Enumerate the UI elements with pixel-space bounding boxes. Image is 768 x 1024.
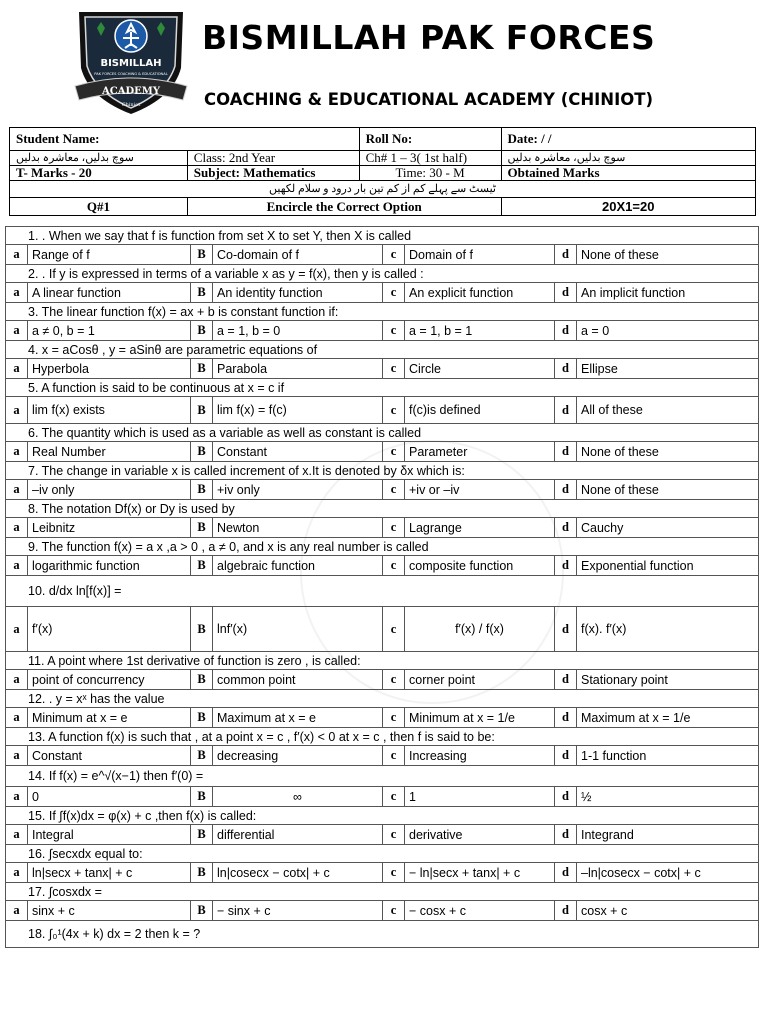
options-row xyxy=(6,863,759,883)
question-text: 5. A function is said to be continuous at x = c if xyxy=(6,379,759,397)
option-letter-a: a xyxy=(6,321,28,341)
option-letter-d: d xyxy=(555,397,577,424)
options-row xyxy=(6,787,759,807)
option-c[interactable]: Minimum at x = 1/e xyxy=(405,708,555,728)
option-letter-b: B xyxy=(191,670,213,690)
option-a[interactable]: Hyperbola xyxy=(28,359,191,379)
option-letter-c: c xyxy=(383,480,405,500)
option-b[interactable]: Newton xyxy=(213,518,383,538)
options-row xyxy=(6,607,759,652)
option-letter-b: B xyxy=(191,787,213,807)
option-letter-b: B xyxy=(191,825,213,845)
option-letter-a: a xyxy=(6,825,28,845)
option-letter-a: a xyxy=(6,245,28,265)
question-marks: 20X1=20 xyxy=(501,198,756,216)
option-letter-d: d xyxy=(555,607,577,652)
option-a[interactable]: Integral xyxy=(28,825,191,845)
roll-no-field[interactable]: Roll No: xyxy=(359,128,501,151)
option-b[interactable]: Constant xyxy=(213,442,383,462)
option-a[interactable]: Minimum at x = e xyxy=(28,708,191,728)
time-label: Time: 30 - M xyxy=(359,166,501,181)
options-row xyxy=(6,321,759,341)
options-row xyxy=(6,901,759,921)
question-row xyxy=(6,227,759,245)
question-row xyxy=(6,462,759,480)
question-row xyxy=(6,728,759,746)
option-letter-a: a xyxy=(6,359,28,379)
date-field[interactable]: Date: / / xyxy=(501,128,756,151)
option-letter-b: B xyxy=(191,245,213,265)
option-c[interactable]: corner point xyxy=(405,670,555,690)
question-text: 13. A function f(x) is such that , at a point x = c , f′(x) < 0 at x = c , then f is said to be: xyxy=(6,728,759,746)
option-b[interactable]: common point xyxy=(213,670,383,690)
option-a[interactable]: lim f(x) exists xyxy=(28,397,191,424)
option-letter-d: d xyxy=(555,787,577,807)
option-letter-a: a xyxy=(6,863,28,883)
question-row xyxy=(6,766,759,787)
question-text: 16. ∫secxdx equal to: xyxy=(6,845,759,863)
option-letter-d: d xyxy=(555,901,577,921)
option-letter-d: d xyxy=(555,321,577,341)
option-a[interactable]: A linear function xyxy=(28,283,191,303)
option-a[interactable]: Real Number xyxy=(28,442,191,462)
option-b[interactable]: differential xyxy=(213,825,383,845)
option-c[interactable]: derivative xyxy=(405,825,555,845)
question-text: 10. d/dx ln[f(x)] = xyxy=(6,576,759,607)
option-letter-b: B xyxy=(191,901,213,921)
options-row xyxy=(6,480,759,500)
options-row xyxy=(6,670,759,690)
option-letter-b: B xyxy=(191,359,213,379)
class-label: Class: 2nd Year xyxy=(187,151,359,166)
option-b[interactable]: Maximum at x = e xyxy=(213,708,383,728)
option-letter-a: a xyxy=(6,283,28,303)
option-d[interactable]: –ln|cosecx − cotx| + c xyxy=(577,863,759,883)
question-text: 12. . y = xˣ has the value xyxy=(6,690,759,708)
option-letter-d: d xyxy=(555,708,577,728)
student-info-table xyxy=(9,127,756,216)
option-letter-c: c xyxy=(383,397,405,424)
question-row xyxy=(6,500,759,518)
option-c[interactable]: 1 xyxy=(405,787,555,807)
option-c[interactable]: Increasing xyxy=(405,746,555,766)
option-b[interactable]: lim f(x) = f(c) xyxy=(213,397,383,424)
options-row xyxy=(6,359,759,379)
option-letter-d: d xyxy=(555,283,577,303)
option-c[interactable]: a = 1, b = 1 xyxy=(405,321,555,341)
question-text: 14. If f(x) = e^√(x−1) then f′(0) = xyxy=(6,766,759,787)
option-letter-a: a xyxy=(6,518,28,538)
option-d[interactable]: None of these xyxy=(577,480,759,500)
academy-subtitle: COACHING & EDUCATIONAL ACADEMY (CHINIOT) xyxy=(204,90,654,109)
question-text: 9. The function f(x) = a x ,a > 0 , a ≠ 0, and x is any real number is called xyxy=(6,538,759,556)
option-b[interactable]: algebraic function xyxy=(213,556,383,576)
option-d[interactable]: All of these xyxy=(577,397,759,424)
question-text: 17. ∫cosxdx = xyxy=(6,883,759,901)
question-text: 11. A point where 1st derivative of function is zero , is called: xyxy=(6,652,759,670)
option-d[interactable]: Maximum at x = 1/e xyxy=(577,708,759,728)
chapter-label: Ch# 1 – 3( 1st half) xyxy=(359,151,501,166)
option-letter-a: a xyxy=(6,901,28,921)
option-d[interactable]: Stationary point xyxy=(577,670,759,690)
total-marks-label: T- Marks - 20 xyxy=(10,166,188,181)
logo-banner: ACADEMY xyxy=(102,86,160,97)
question-number: Q#1 xyxy=(10,198,188,216)
option-a[interactable]: point of concurrency xyxy=(28,670,191,690)
options-row xyxy=(6,397,759,424)
option-letter-d: d xyxy=(555,518,577,538)
option-letter-d: d xyxy=(555,480,577,500)
option-b[interactable]: ln|cosecx − cotx| + c xyxy=(213,863,383,883)
options-row xyxy=(6,518,759,538)
option-d[interactable]: None of these xyxy=(577,442,759,462)
option-letter-a: a xyxy=(6,670,28,690)
option-b[interactable]: a = 1, b = 0 xyxy=(213,321,383,341)
options-row xyxy=(6,283,759,303)
option-letter-c: c xyxy=(383,518,405,538)
question-row xyxy=(6,883,759,901)
question-row xyxy=(6,690,759,708)
question-text: 7. The change in variable x is called increment of x.It is denoted by δx which is: xyxy=(6,462,759,480)
option-letter-c: c xyxy=(383,901,405,921)
option-letter-c: c xyxy=(383,825,405,845)
option-d[interactable]: Exponential function xyxy=(577,556,759,576)
option-letter-b: B xyxy=(191,283,213,303)
option-c[interactable]: Lagrange xyxy=(405,518,555,538)
question-row xyxy=(6,265,759,283)
question-row xyxy=(6,921,759,948)
option-b[interactable]: +iv only xyxy=(213,480,383,500)
option-letter-c: c xyxy=(383,607,405,652)
student-name-field[interactable]: Student Name: xyxy=(10,128,360,151)
obtained-marks-field[interactable]: Obtained Marks xyxy=(501,166,756,181)
question-row xyxy=(6,341,759,359)
option-letter-d: d xyxy=(555,746,577,766)
logo-place: Chiniot xyxy=(121,102,141,108)
option-letter-d: d xyxy=(555,670,577,690)
option-c[interactable]: Parameter xyxy=(405,442,555,462)
option-a[interactable]: logarithmic function xyxy=(28,556,191,576)
question-text: 4. x = aCosθ , y = aSinθ are parametric equations of xyxy=(6,341,759,359)
option-letter-a: a xyxy=(6,556,28,576)
option-c[interactable]: Domain of f xyxy=(405,245,555,265)
option-c[interactable]: +iv or –iv xyxy=(405,480,555,500)
mcq-table xyxy=(5,226,759,948)
option-d[interactable]: a = 0 xyxy=(577,321,759,341)
option-letter-a: a xyxy=(6,607,28,652)
question-text: 2. . If y is expressed in terms of a variable x as y = f(x), then y is called : xyxy=(6,265,759,283)
option-letter-d: d xyxy=(555,359,577,379)
option-letter-c: c xyxy=(383,359,405,379)
question-row xyxy=(6,576,759,607)
option-letter-b: B xyxy=(191,746,213,766)
options-row xyxy=(6,708,759,728)
options-row xyxy=(6,442,759,462)
option-letter-b: B xyxy=(191,321,213,341)
option-letter-c: c xyxy=(383,321,405,341)
option-letter-b: B xyxy=(191,556,213,576)
option-c[interactable]: composite function xyxy=(405,556,555,576)
option-letter-c: c xyxy=(383,708,405,728)
option-b[interactable]: Co-domain of f xyxy=(213,245,383,265)
option-letter-c: c xyxy=(383,670,405,690)
question-row xyxy=(6,807,759,825)
option-a[interactable]: Range of f xyxy=(28,245,191,265)
option-letter-b: B xyxy=(191,397,213,424)
option-letter-a: a xyxy=(6,442,28,462)
option-letter-c: c xyxy=(383,556,405,576)
option-b[interactable]: An identity function xyxy=(213,283,383,303)
option-b[interactable]: − sinx + c xyxy=(213,901,383,921)
option-b[interactable]: Parabola xyxy=(213,359,383,379)
option-letter-a: a xyxy=(6,787,28,807)
option-a[interactable]: –iv only xyxy=(28,480,191,500)
option-letter-a: a xyxy=(6,397,28,424)
option-letter-c: c xyxy=(383,863,405,883)
option-letter-d: d xyxy=(555,863,577,883)
question-text: 6. The quantity which is used as a variable as well as constant is called xyxy=(6,424,759,442)
question-text: 18. ∫₀¹(4x + k) dx = 2 then k = ? xyxy=(6,921,759,948)
option-c[interactable]: f′(x) / f(x) xyxy=(405,607,555,652)
option-letter-c: c xyxy=(383,746,405,766)
academy-logo xyxy=(73,8,189,118)
option-letter-d: d xyxy=(555,245,577,265)
option-b[interactable]: ∞ xyxy=(213,787,383,807)
option-c[interactable]: An explicit function xyxy=(405,283,555,303)
option-letter-b: B xyxy=(191,708,213,728)
question-row xyxy=(6,424,759,442)
question-row xyxy=(6,303,759,321)
option-c[interactable]: − cosx + c xyxy=(405,901,555,921)
question-row xyxy=(6,845,759,863)
option-d[interactable]: Ellipse xyxy=(577,359,759,379)
option-a[interactable]: ln|secx + tanx| + c xyxy=(28,863,191,883)
option-letter-b: B xyxy=(191,442,213,462)
question-text: 15. If ∫f(x)dx = φ(x) + c ,then f(x) is called: xyxy=(6,807,759,825)
option-letter-d: d xyxy=(555,825,577,845)
option-letter-c: c xyxy=(383,245,405,265)
option-d[interactable]: ½ xyxy=(577,787,759,807)
option-d[interactable]: An implicit function xyxy=(577,283,759,303)
option-a[interactable]: Leibnitz xyxy=(28,518,191,538)
option-d[interactable]: 1-1 function xyxy=(577,746,759,766)
options-row xyxy=(6,245,759,265)
option-letter-d: d xyxy=(555,442,577,462)
option-letter-d: d xyxy=(555,556,577,576)
option-letter-b: B xyxy=(191,863,213,883)
option-d[interactable]: cosx + c xyxy=(577,901,759,921)
option-b[interactable]: lnf′(x) xyxy=(213,607,383,652)
logo-tagline: PAK FORCES COACHING & EDUCATIONAL xyxy=(94,72,168,76)
option-letter-b: B xyxy=(191,480,213,500)
option-a[interactable]: a ≠ 0, b = 1 xyxy=(28,321,191,341)
question-title: Encircle the Correct Option xyxy=(187,198,501,216)
option-letter-c: c xyxy=(383,283,405,303)
options-row xyxy=(6,746,759,766)
option-c[interactable]: Circle xyxy=(405,359,555,379)
urdu-instruction: ٹیسٹ سے پہلے کم از کم تین بار درود و سلام لکھیں xyxy=(10,181,756,198)
urdu-motto-right: سوچ بدلیں، معاشرہ بدلیں xyxy=(501,151,756,166)
question-text: 1. . When we say that f is function from set X to set Y, then X is called xyxy=(6,227,759,245)
question-text: 3. The linear function f(x) = ax + b is constant function if: xyxy=(6,303,759,321)
option-letter-a: a xyxy=(6,746,28,766)
question-row xyxy=(6,538,759,556)
option-d[interactable]: f(x). f′(x) xyxy=(577,607,759,652)
option-letter-b: B xyxy=(191,607,213,652)
options-row xyxy=(6,825,759,845)
option-d[interactable]: Cauchy xyxy=(577,518,759,538)
option-a[interactable]: sinx + c xyxy=(28,901,191,921)
option-letter-b: B xyxy=(191,518,213,538)
question-text: 8. The notation Df(x) or Dy is used by xyxy=(6,500,759,518)
option-letter-c: c xyxy=(383,787,405,807)
option-a[interactable]: 0 xyxy=(28,787,191,807)
option-c[interactable]: − ln|secx + tanx| + c xyxy=(405,863,555,883)
logo-text: BISMILLAH xyxy=(100,58,162,69)
option-d[interactable]: None of these xyxy=(577,245,759,265)
options-row xyxy=(6,556,759,576)
option-a[interactable]: f′(x) xyxy=(28,607,191,652)
subject-label: Subject: Mathematics xyxy=(187,166,359,181)
academy-title: BISMILLAH PAK FORCES xyxy=(202,18,656,57)
option-letter-c: c xyxy=(383,442,405,462)
urdu-motto-left: سوچ بدلیں، معاشرہ بدلیں xyxy=(10,151,188,166)
option-letter-a: a xyxy=(6,480,28,500)
option-b[interactable]: decreasing xyxy=(213,746,383,766)
option-d[interactable]: Integrand xyxy=(577,825,759,845)
question-row xyxy=(6,379,759,397)
option-c[interactable]: f(c)is defined xyxy=(405,397,555,424)
question-row xyxy=(6,652,759,670)
option-a[interactable]: Constant xyxy=(28,746,191,766)
option-letter-a: a xyxy=(6,708,28,728)
